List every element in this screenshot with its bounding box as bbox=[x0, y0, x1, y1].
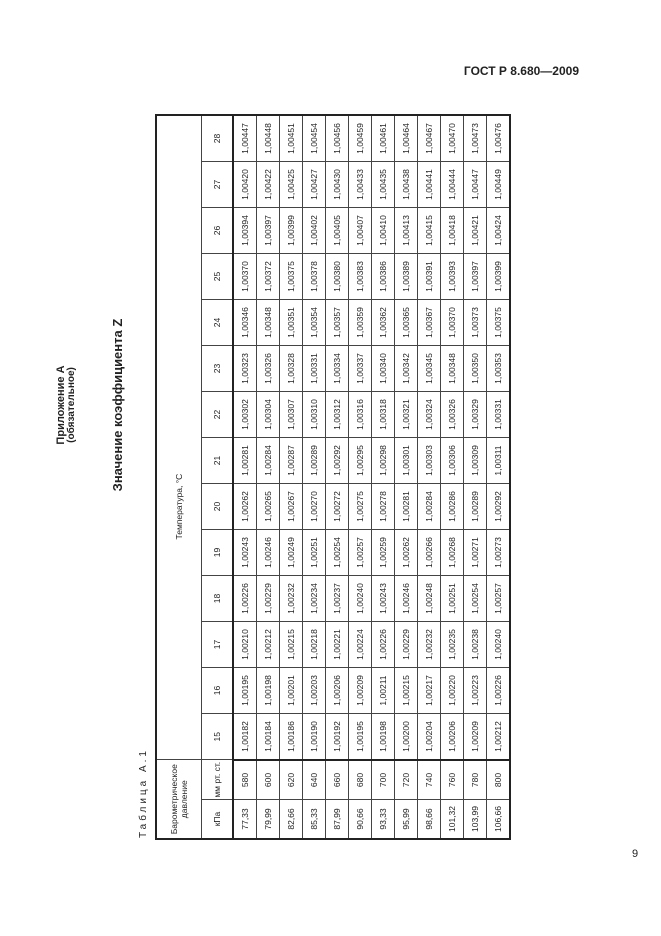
z-value-cell: 1,00391 bbox=[418, 254, 441, 300]
z-value-cell: 1,00311 bbox=[487, 438, 511, 484]
z-value-cell: 1,00473 bbox=[464, 115, 487, 162]
z-value-cell: 1,00301 bbox=[395, 438, 418, 484]
z-value-cell: 1,00350 bbox=[464, 346, 487, 392]
z-value-cell: 1,00206 bbox=[326, 668, 349, 714]
z-value-cell: 1,00209 bbox=[349, 668, 372, 714]
z-value-cell: 1,00438 bbox=[395, 162, 418, 208]
z-value-cell: 1,00323 bbox=[233, 346, 257, 392]
z-value-cell: 1,00286 bbox=[441, 484, 464, 530]
mmhg-cell: 580 bbox=[233, 760, 257, 800]
z-value-cell: 1,00229 bbox=[395, 622, 418, 668]
z-value-cell: 1,00270 bbox=[303, 484, 326, 530]
z-value-cell: 1,00265 bbox=[257, 484, 280, 530]
z-value-cell: 1,00182 bbox=[233, 714, 257, 761]
z-value-cell: 1,00334 bbox=[326, 346, 349, 392]
z-value-cell: 1,00324 bbox=[418, 392, 441, 438]
z-value-cell: 1,00281 bbox=[395, 484, 418, 530]
z-value-cell: 1,00362 bbox=[372, 300, 395, 346]
z-value-cell: 1,00461 bbox=[372, 115, 395, 162]
z-value-cell: 1,00251 bbox=[441, 576, 464, 622]
kpa-cell: 87,99 bbox=[326, 800, 349, 840]
rotated-content bbox=[55, 92, 515, 840]
z-value-cell: 1,00215 bbox=[395, 668, 418, 714]
z-value-cell: 1,00298 bbox=[372, 438, 395, 484]
mmhg-cell: 680 bbox=[349, 760, 372, 800]
z-value-cell: 1,00316 bbox=[349, 392, 372, 438]
z-value-cell: 1,00267 bbox=[280, 484, 303, 530]
z-value-cell: 1,00422 bbox=[257, 162, 280, 208]
table-row bbox=[233, 115, 257, 839]
z-value-cell: 1,00232 bbox=[280, 576, 303, 622]
table-row bbox=[349, 115, 372, 839]
z-value-cell: 1,00326 bbox=[441, 392, 464, 438]
z-value-cell: 1,00295 bbox=[349, 438, 372, 484]
appendix-title: Приложение А bbox=[55, 365, 67, 445]
kpa-cell: 79,99 bbox=[257, 800, 280, 840]
z-value-cell: 1,00348 bbox=[257, 300, 280, 346]
temperature-column-header: 28 bbox=[202, 115, 234, 162]
z-value-cell: 1,00451 bbox=[280, 115, 303, 162]
kpa-cell: 93,33 bbox=[372, 800, 395, 840]
z-value-cell: 1,00223 bbox=[464, 668, 487, 714]
mmhg-cell: 800 bbox=[487, 760, 511, 800]
z-value-cell: 1,00346 bbox=[233, 300, 257, 346]
z-value-cell: 1,00259 bbox=[372, 530, 395, 576]
kpa-cell: 85,33 bbox=[303, 800, 326, 840]
z-value-cell: 1,00203 bbox=[303, 668, 326, 714]
z-value-cell: 1,00212 bbox=[487, 714, 511, 761]
kpa-cell: 95,99 bbox=[395, 800, 418, 840]
appendix-subtitle: (обязательное) bbox=[66, 367, 77, 443]
mmhg-cell: 620 bbox=[280, 760, 303, 800]
z-value-cell: 1,00433 bbox=[349, 162, 372, 208]
table-row bbox=[395, 115, 418, 839]
z-value-cell: 1,00351 bbox=[280, 300, 303, 346]
z-value-cell: 1,00251 bbox=[303, 530, 326, 576]
temperature-column-header: 18 bbox=[202, 576, 234, 622]
kpa-cell: 90,66 bbox=[349, 800, 372, 840]
z-value-cell: 1,00380 bbox=[326, 254, 349, 300]
z-value-cell: 1,00331 bbox=[487, 392, 511, 438]
z-value-cell: 1,00448 bbox=[257, 115, 280, 162]
z-value-cell: 1,00399 bbox=[280, 208, 303, 254]
z-coefficient-table bbox=[155, 114, 511, 840]
table-row bbox=[487, 115, 511, 839]
z-value-cell: 1,00365 bbox=[395, 300, 418, 346]
z-value-cell: 1,00237 bbox=[326, 576, 349, 622]
mmhg-cell: 740 bbox=[418, 760, 441, 800]
z-value-cell: 1,00397 bbox=[464, 254, 487, 300]
temperature-column-header: 25 bbox=[202, 254, 234, 300]
z-value-cell: 1,00284 bbox=[257, 438, 280, 484]
z-value-cell: 1,00281 bbox=[233, 438, 257, 484]
table-row bbox=[303, 115, 326, 839]
z-value-cell: 1,00271 bbox=[464, 530, 487, 576]
z-value-cell: 1,00234 bbox=[303, 576, 326, 622]
z-value-cell: 1,00312 bbox=[326, 392, 349, 438]
temperature-column-header: 24 bbox=[202, 300, 234, 346]
z-value-cell: 1,00383 bbox=[349, 254, 372, 300]
z-value-cell: 1,00340 bbox=[372, 346, 395, 392]
z-value-cell: 1,00447 bbox=[464, 162, 487, 208]
z-value-cell: 1,00215 bbox=[280, 622, 303, 668]
z-value-cell: 1,00370 bbox=[233, 254, 257, 300]
z-value-cell: 1,00456 bbox=[326, 115, 349, 162]
z-value-cell: 1,00221 bbox=[326, 622, 349, 668]
kpa-cell: 106,66 bbox=[487, 800, 511, 840]
z-value-cell: 1,00211 bbox=[372, 668, 395, 714]
z-value-cell: 1,00262 bbox=[395, 530, 418, 576]
z-value-cell: 1,00418 bbox=[441, 208, 464, 254]
z-value-cell: 1,00435 bbox=[372, 162, 395, 208]
z-value-cell: 1,00427 bbox=[303, 162, 326, 208]
z-value-cell: 1,00201 bbox=[280, 668, 303, 714]
z-value-cell: 1,00354 bbox=[303, 300, 326, 346]
z-value-cell: 1,00210 bbox=[233, 622, 257, 668]
z-value-cell: 1,00318 bbox=[372, 392, 395, 438]
z-value-cell: 1,00303 bbox=[418, 438, 441, 484]
kpa-header: кПа bbox=[202, 800, 234, 840]
table-row bbox=[257, 115, 280, 839]
z-value-cell: 1,00447 bbox=[233, 115, 257, 162]
temperature-column-header: 21 bbox=[202, 438, 234, 484]
temperature-header: Температура, °С bbox=[156, 115, 202, 760]
z-value-cell: 1,00470 bbox=[441, 115, 464, 162]
z-value-cell: 1,00397 bbox=[257, 208, 280, 254]
z-value-cell: 1,00186 bbox=[280, 714, 303, 761]
z-value-cell: 1,00386 bbox=[372, 254, 395, 300]
z-value-cell: 1,00224 bbox=[349, 622, 372, 668]
table-row bbox=[372, 115, 395, 839]
z-value-cell: 1,00226 bbox=[233, 576, 257, 622]
mmhg-cell: 660 bbox=[326, 760, 349, 800]
z-value-cell: 1,00218 bbox=[303, 622, 326, 668]
z-value-cell: 1,00195 bbox=[233, 668, 257, 714]
z-value-cell: 1,00370 bbox=[441, 300, 464, 346]
z-value-cell: 1,00405 bbox=[326, 208, 349, 254]
z-value-cell: 1,00425 bbox=[280, 162, 303, 208]
z-value-cell: 1,00275 bbox=[349, 484, 372, 530]
z-value-cell: 1,00304 bbox=[257, 392, 280, 438]
z-value-cell: 1,00195 bbox=[349, 714, 372, 761]
z-value-cell: 1,00441 bbox=[418, 162, 441, 208]
z-value-cell: 1,00289 bbox=[303, 438, 326, 484]
z-value-cell: 1,00302 bbox=[233, 392, 257, 438]
mmhg-cell: 700 bbox=[372, 760, 395, 800]
z-value-cell: 1,00310 bbox=[303, 392, 326, 438]
z-value-cell: 1,00357 bbox=[326, 300, 349, 346]
z-value-cell: 1,00420 bbox=[233, 162, 257, 208]
z-value-cell: 1,00262 bbox=[233, 484, 257, 530]
z-value-cell: 1,00459 bbox=[349, 115, 372, 162]
z-value-cell: 1,00415 bbox=[418, 208, 441, 254]
kpa-cell: 101,32 bbox=[441, 800, 464, 840]
z-value-cell: 1,00248 bbox=[418, 576, 441, 622]
z-value-cell: 1,00329 bbox=[464, 392, 487, 438]
z-value-cell: 1,00328 bbox=[280, 346, 303, 392]
z-value-cell: 1,00464 bbox=[395, 115, 418, 162]
z-value-cell: 1,00200 bbox=[395, 714, 418, 761]
z-value-cell: 1,00375 bbox=[280, 254, 303, 300]
table-row bbox=[441, 115, 464, 839]
z-value-cell: 1,00393 bbox=[441, 254, 464, 300]
z-value-cell: 1,00232 bbox=[418, 622, 441, 668]
z-value-cell: 1,00372 bbox=[257, 254, 280, 300]
temperature-column-header: 19 bbox=[202, 530, 234, 576]
z-value-cell: 1,00292 bbox=[487, 484, 511, 530]
temperature-column-header: 22 bbox=[202, 392, 234, 438]
z-value-cell: 1,00212 bbox=[257, 622, 280, 668]
z-value-cell: 1,00321 bbox=[395, 392, 418, 438]
z-value-cell: 1,00198 bbox=[372, 714, 395, 761]
z-value-cell: 1,00226 bbox=[487, 668, 511, 714]
z-value-cell: 1,00402 bbox=[303, 208, 326, 254]
temperature-column-header: 26 bbox=[202, 208, 234, 254]
z-value-cell: 1,00407 bbox=[349, 208, 372, 254]
z-value-cell: 1,00217 bbox=[418, 668, 441, 714]
mmhg-cell: 780 bbox=[464, 760, 487, 800]
z-value-cell: 1,00240 bbox=[349, 576, 372, 622]
temperature-column-header: 17 bbox=[202, 622, 234, 668]
z-value-cell: 1,00449 bbox=[487, 162, 511, 208]
z-value-cell: 1,00238 bbox=[464, 622, 487, 668]
z-value-cell: 1,00292 bbox=[326, 438, 349, 484]
z-value-cell: 1,00421 bbox=[464, 208, 487, 254]
temperature-column-header: 20 bbox=[202, 484, 234, 530]
z-value-cell: 1,00326 bbox=[257, 346, 280, 392]
z-value-cell: 1,00226 bbox=[372, 622, 395, 668]
kpa-cell: 77,33 bbox=[233, 800, 257, 840]
z-value-cell: 1,00198 bbox=[257, 668, 280, 714]
z-value-cell: 1,00235 bbox=[441, 622, 464, 668]
table-caption: Таблица А.1 bbox=[138, 748, 149, 838]
z-value-cell: 1,00345 bbox=[418, 346, 441, 392]
table-row bbox=[418, 115, 441, 839]
z-value-cell: 1,00410 bbox=[372, 208, 395, 254]
z-value-cell: 1,00424 bbox=[487, 208, 511, 254]
z-value-cell: 1,00220 bbox=[441, 668, 464, 714]
z-value-cell: 1,00257 bbox=[349, 530, 372, 576]
kpa-cell: 103,99 bbox=[464, 800, 487, 840]
z-value-cell: 1,00206 bbox=[441, 714, 464, 761]
kpa-cell: 82,66 bbox=[280, 800, 303, 840]
z-value-cell: 1,00249 bbox=[280, 530, 303, 576]
kpa-cell: 98,66 bbox=[418, 800, 441, 840]
mmhg-cell: 720 bbox=[395, 760, 418, 800]
z-value-cell: 1,00246 bbox=[257, 530, 280, 576]
z-value-cell: 1,00246 bbox=[395, 576, 418, 622]
standard-number: ГОСТ Р 8.680—2009 bbox=[463, 64, 579, 78]
z-value-cell: 1,00337 bbox=[349, 346, 372, 392]
temperature-column-header: 23 bbox=[202, 346, 234, 392]
z-value-cell: 1,00284 bbox=[418, 484, 441, 530]
z-value-cell: 1,00272 bbox=[326, 484, 349, 530]
z-value-cell: 1,00190 bbox=[303, 714, 326, 761]
z-value-cell: 1,00331 bbox=[303, 346, 326, 392]
z-value-cell: 1,00209 bbox=[464, 714, 487, 761]
z-value-cell: 1,00278 bbox=[372, 484, 395, 530]
z-value-cell: 1,00378 bbox=[303, 254, 326, 300]
z-value-cell: 1,00266 bbox=[418, 530, 441, 576]
z-value-cell: 1,00307 bbox=[280, 392, 303, 438]
z-value-cell: 1,00240 bbox=[487, 622, 511, 668]
z-value-cell: 1,00254 bbox=[326, 530, 349, 576]
z-value-cell: 1,00389 bbox=[395, 254, 418, 300]
z-value-cell: 1,00229 bbox=[257, 576, 280, 622]
table-row bbox=[326, 115, 349, 839]
z-value-cell: 1,00254 bbox=[464, 576, 487, 622]
z-value-cell: 1,00394 bbox=[233, 208, 257, 254]
z-value-cell: 1,00399 bbox=[487, 254, 511, 300]
z-value-cell: 1,00243 bbox=[233, 530, 257, 576]
table-row bbox=[464, 115, 487, 839]
z-value-cell: 1,00289 bbox=[464, 484, 487, 530]
z-value-cell: 1,00359 bbox=[349, 300, 372, 346]
z-value-cell: 1,00306 bbox=[441, 438, 464, 484]
mmhg-cell: 600 bbox=[257, 760, 280, 800]
z-value-cell: 1,00287 bbox=[280, 438, 303, 484]
z-value-cell: 1,00430 bbox=[326, 162, 349, 208]
table-heading: Значение коэффициента Z bbox=[110, 318, 125, 492]
z-value-cell: 1,00353 bbox=[487, 346, 511, 392]
mmhg-cell: 640 bbox=[303, 760, 326, 800]
mmhg-header: мм рт. ст. bbox=[202, 760, 234, 800]
z-value-cell: 1,00348 bbox=[441, 346, 464, 392]
z-value-cell: 1,00192 bbox=[326, 714, 349, 761]
z-value-cell: 1,00476 bbox=[487, 115, 511, 162]
z-value-cell: 1,00243 bbox=[372, 576, 395, 622]
z-value-cell: 1,00273 bbox=[487, 530, 511, 576]
z-value-cell: 1,00375 bbox=[487, 300, 511, 346]
temperature-column-header: 27 bbox=[202, 162, 234, 208]
z-value-cell: 1,00184 bbox=[257, 714, 280, 761]
z-value-cell: 1,00454 bbox=[303, 115, 326, 162]
z-value-cell: 1,00373 bbox=[464, 300, 487, 346]
z-value-cell: 1,00257 bbox=[487, 576, 511, 622]
temperature-column-header: 16 bbox=[202, 668, 234, 714]
z-value-cell: 1,00413 bbox=[395, 208, 418, 254]
z-value-cell: 1,00467 bbox=[418, 115, 441, 162]
table-row bbox=[280, 115, 303, 839]
z-value-cell: 1,00367 bbox=[418, 300, 441, 346]
z-value-cell: 1,00342 bbox=[395, 346, 418, 392]
z-value-cell: 1,00268 bbox=[441, 530, 464, 576]
z-value-cell: 1,00309 bbox=[464, 438, 487, 484]
page-number: 9 bbox=[632, 848, 639, 860]
pressure-header: Барометрическое давление bbox=[156, 760, 202, 839]
z-value-cell: 1,00204 bbox=[418, 714, 441, 761]
temperature-column-header: 15 bbox=[202, 714, 234, 761]
z-value-cell: 1,00444 bbox=[441, 162, 464, 208]
mmhg-cell: 760 bbox=[441, 760, 464, 800]
